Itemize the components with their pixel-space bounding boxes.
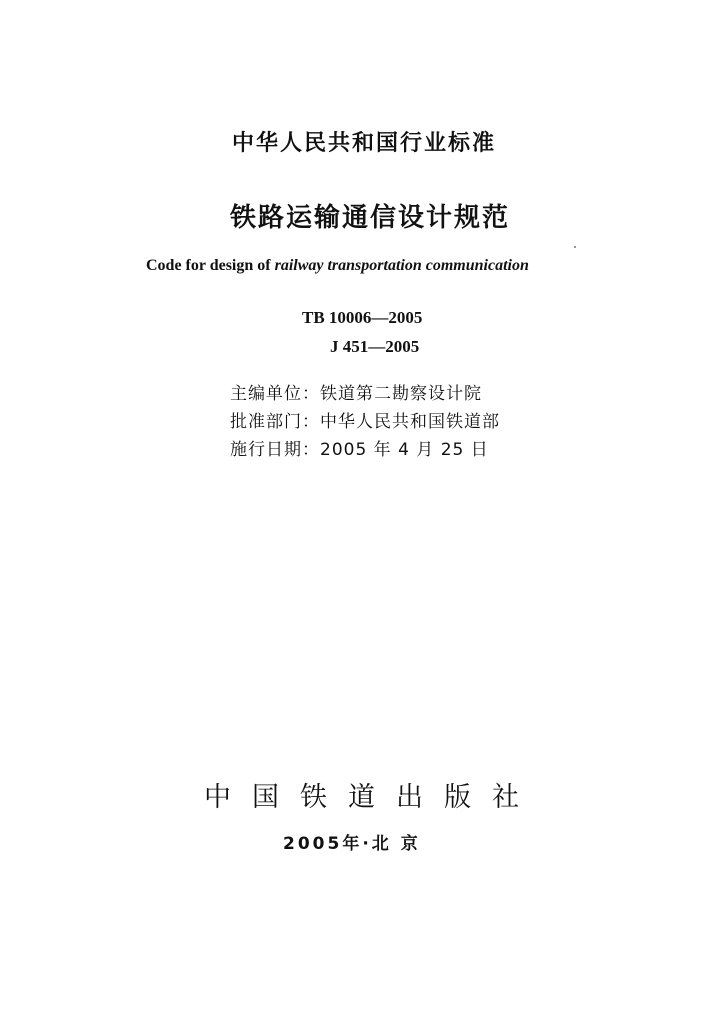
editor-unit-row <box>230 386 482 403</box>
standard-code-tb: TB 10006—2005 <box>302 308 423 327</box>
approving-department-value: 中华人民共和国铁道部 <box>320 412 500 432</box>
standard-code-j: J 451—2005 <box>330 337 420 356</box>
approving-department-row <box>230 414 500 431</box>
document-title-chinese: 铁路运输通信设计规范 <box>230 203 511 233</box>
title-en-italic: railway transportation communication <box>274 257 529 274</box>
effective-date-label: 施行日期： <box>230 440 320 460</box>
document-title-english <box>146 258 529 274</box>
publisher-name: 中国铁道出版社 <box>204 782 540 813</box>
editor-unit-value: 铁道第二勘察设计院 <box>320 384 482 404</box>
standard-series-heading: 中华人民共和国行业标准 <box>232 131 497 156</box>
effective-date-row <box>230 442 489 459</box>
scan-speck <box>574 246 576 248</box>
editor-unit-label: 主编单位： <box>230 384 320 404</box>
effective-date-value: 2005 年 4 月 25 日 <box>320 440 489 460</box>
title-en-plain: Code for design of <box>146 257 275 274</box>
publication-place-date: 2005年·北 京 <box>283 834 421 854</box>
approving-department-label: 批准部门： <box>230 412 320 432</box>
